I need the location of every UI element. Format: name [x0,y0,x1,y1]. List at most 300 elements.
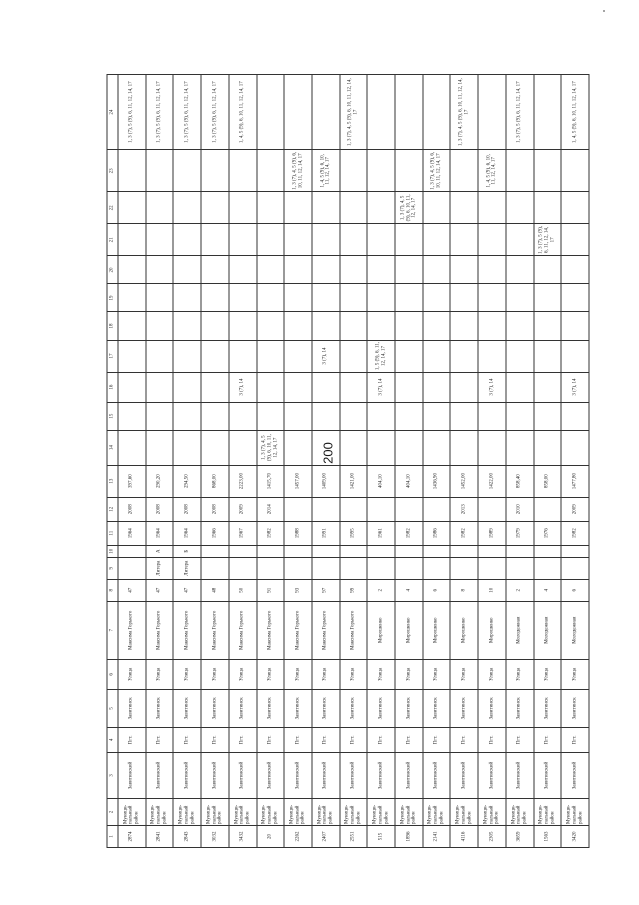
table-cell-col-22 [146,192,174,224]
table-cell-col-16 [340,372,368,402]
table-cell-col-13: 1457,00 [284,465,312,497]
table-cell-col-18 [312,312,340,340]
table-cell-col-14 [173,430,201,465]
table-cell-col-2: Муници-пальный район [257,798,285,825]
table-cell-col-23 [146,150,174,192]
table-row [229,75,257,848]
table-cell-col-2: Муници-пальный район [284,798,312,825]
table-cell-col-6: Улица [312,659,340,689]
table-cell-col-8: 6 [423,579,451,601]
table-cell-col-23 [257,150,285,192]
table-cell-col-7: Мирошенко [450,601,478,659]
table-cell-col-21 [450,224,478,256]
table-cell-col-8: 93 [284,579,312,601]
table-cell-col-2: Муници-пальный район [367,798,395,825]
table-cell-col-7: Максима Горького [312,601,340,659]
table-cell-col-2: Муници-пальный район [478,798,506,825]
table-cell-col-18 [367,312,395,340]
table-cell-col-23: 1, 4, 5 (9), 6, 10, 11, 12, 14, 17 [312,150,340,192]
table-cell-col-9: Литера [173,557,201,579]
table-cell-col-24: 1, 3 (7), 4, 5 (9), 6, 10, 11, 12, 14, 17 [450,75,478,150]
table-cell-col-11: 1982 [257,521,285,545]
table-cell-col-8: 47 [146,579,174,601]
column-number-6: 6 [107,659,118,689]
table-cell-col-12: 2009 [229,497,257,521]
table-cell-col-7: Мирошенко [423,601,451,659]
table-cell-col-21 [561,224,589,256]
column-number-1: 1 [107,825,118,847]
table-cell-col-23 [506,150,534,192]
table-cell-col-13: 1415,70 [257,465,285,497]
table-cell-col-2: Муници-пальный район [201,798,229,825]
table-cell-col-21 [506,224,534,256]
table-cell-col-8: 99 [340,579,368,601]
table-cell-col-12: 2008 [118,497,146,521]
table-cell-col-1: 20 [257,825,285,847]
table-cell-col-3: Завитинский [395,752,423,798]
table-cell-col-18 [173,312,201,340]
table-cell-col-10 [201,545,229,557]
table-cell-col-11: 1966 [201,521,229,545]
table-cell-col-14 [201,430,229,465]
table-cell-col-23 [173,150,201,192]
table-cell-col-16 [534,372,562,402]
table-cell-col-16 [146,372,174,402]
table-cell-col-9 [312,557,340,579]
table-cell-col-15 [118,402,146,430]
table-cell-col-4: Пгт. [229,727,257,752]
table-cell-col-4: Пгт. [201,727,229,752]
table-cell-col-10: Б [173,545,201,557]
table-cell-col-15 [173,402,201,430]
table-cell-col-17 [284,340,312,372]
table-cell-col-14: 1, 3 (7), 4, 5 (9), 6, 10, 11, 12, 14, 17 [257,430,285,465]
table-cell-col-1: 2843 [173,825,201,847]
table-cell-col-14 [450,430,478,465]
table-row [284,75,312,848]
table-cell-col-23 [534,150,562,192]
column-number-18: 18 [107,312,118,340]
table-cell-col-10: А [146,545,174,557]
column-number-13: 13 [107,465,118,497]
table-cell-col-1: 3420 [561,825,589,847]
table-cell-col-9: Литера [146,557,174,579]
table-cell-col-9 [284,557,312,579]
table-cell-col-22 [340,192,368,224]
table-cell-col-16 [423,372,451,402]
table-cell-col-14 [229,430,257,465]
table-cell-col-18 [395,312,423,340]
table-cell-col-20 [506,256,534,284]
table-cell-col-2: Муници-пальный район [146,798,174,825]
table-cell-col-8: 47 [118,579,146,601]
column-number-22: 22 [107,192,118,224]
table-cell-col-9 [257,557,285,579]
table-cell-col-7: Максима Горького [284,601,312,659]
table-cell-col-3: Завитинский [284,752,312,798]
table-row [423,75,451,848]
table-cell-col-4: Пгт. [478,727,506,752]
table-cell-col-9 [423,557,451,579]
table-cell-col-4: Пгт. [284,727,312,752]
table-cell-col-21 [478,224,506,256]
table-cell-col-14 [118,430,146,465]
table-cell-col-2: Муници-пальный район [506,798,534,825]
table-cell-col-5: Завитинск [173,689,201,727]
table-cell-col-3: Завитинский [173,752,201,798]
table-cell-col-18 [478,312,506,340]
column-number-14: 14 [107,430,118,465]
table-cell-col-11: 1982 [395,521,423,545]
table-cell-col-1: 2407 [312,825,340,847]
table-cell-col-19 [201,284,229,312]
table-cell-col-22 [423,192,451,224]
table-cell-col-13: 2223,00 [229,465,257,497]
table-cell-col-9 [506,557,534,579]
table-row [173,75,201,848]
table-cell-col-9 [118,557,146,579]
table-row [506,75,534,848]
column-number-2: 2 [107,798,118,825]
table-cell-col-7: Молодежная [506,601,534,659]
table-cell-col-16: 3 (7), 14 [367,372,395,402]
table-cell-col-2: Муници-пальный район [395,798,423,825]
table-cell-col-16 [506,372,534,402]
table-cell-col-8: 4 [395,579,423,601]
table-cell-col-4: Пгт. [534,727,562,752]
table-cell-col-20 [284,256,312,284]
table-cell-col-16: 3 (7), 14 [478,372,506,402]
table-cell-col-7: Максима Горького [201,601,229,659]
table-cell-col-16 [173,372,201,402]
table-cell-col-22 [367,192,395,224]
table-row [478,75,506,848]
table-cell-col-18 [423,312,451,340]
table-cell-col-13: 397,60 [118,465,146,497]
table-cell-col-9 [367,557,395,579]
table-cell-col-23: 1, 3 (7), 4, 5 (9), 6, 10, 11, 12, 14, 17 [284,150,312,192]
table-cell-col-14 [395,430,423,465]
table-cell-col-19 [395,284,423,312]
table-cell-col-15 [395,402,423,430]
table-cell-col-16 [257,372,285,402]
table-cell-col-5: Завитинск [423,689,451,727]
table-cell-col-20 [229,256,257,284]
table-cell-col-12: 2013 [450,497,478,521]
table-cell-col-8: 10 [478,579,506,601]
table-cell-col-3: Завитинский [506,752,534,798]
table-cell-col-17 [534,340,562,372]
table-cell-col-17 [118,340,146,372]
table-cell-col-17 [340,340,368,372]
table-cell-col-3: Завитинский [340,752,368,798]
table-row [395,75,423,848]
table-cell-col-1: 2874 [118,825,146,847]
column-number-4: 4 [107,727,118,752]
column-number-17: 17 [107,340,118,372]
table-cell-col-17 [146,340,174,372]
table-cell-col-18 [450,312,478,340]
table-cell-col-21 [201,224,229,256]
column-number-12: 12 [107,497,118,521]
table-cell-col-15 [478,402,506,430]
table-cell-col-17 [173,340,201,372]
table-cell-col-14 [561,430,589,465]
table-cell-col-23 [201,150,229,192]
table-cell-col-14 [423,430,451,465]
table-cell-col-18 [340,312,368,340]
table-cell-col-11: 1991 [312,521,340,545]
table-cell-col-2: Муници-пальный район [423,798,451,825]
table-cell-col-19 [146,284,174,312]
table-cell-col-20 [423,256,451,284]
table-cell-col-23 [450,150,478,192]
table-cell-col-13: 858,40 [506,465,534,497]
table-cell-col-12 [423,497,451,521]
table-cell-col-14 [146,430,174,465]
table-cell-col-5: Завитинск [340,689,368,727]
table-cell-col-6: Улица [561,659,589,689]
table-cell-col-13: 1477,80 [561,465,589,497]
table-cell-col-13: 294,50 [173,465,201,497]
rotated-table-wrapper [107,74,590,848]
table-cell-col-23 [367,150,395,192]
table-cell-col-20 [312,256,340,284]
table-cell-col-11: 1979 [506,521,534,545]
table-cell-col-11: 1964 [146,521,174,545]
table-cell-col-18 [534,312,562,340]
table-cell-col-15 [201,402,229,430]
table-cell-col-22 [173,192,201,224]
table-cell-col-24 [284,75,312,150]
table-cell-col-2: Муници-пальный район [312,798,340,825]
table-cell-col-9 [201,557,229,579]
table-cell-col-5: Завитинск [201,689,229,727]
table-cell-col-19 [312,284,340,312]
table-cell-col-18 [257,312,285,340]
table-cell-col-24 [534,75,562,150]
table-cell-col-19 [257,284,285,312]
table-cell-col-22 [534,192,562,224]
table-cell-col-6: Улица [506,659,534,689]
table-cell-col-4: Пгт. [173,727,201,752]
column-number-24: 24 [107,75,118,150]
table-row [450,75,478,848]
table-cell-col-13: 1422,00 [478,465,506,497]
table-cell-col-21 [146,224,174,256]
table-cell-col-23 [229,150,257,192]
table-cell-col-2: Муници-пальный район [173,798,201,825]
table-cell-col-10 [534,545,562,557]
table-cell-col-19 [284,284,312,312]
table-cell-col-8: 6 [561,579,589,601]
table-cell-col-6: Улица [284,659,312,689]
table-cell-col-8: 4 [534,579,562,601]
table-cell-col-4: Пгт. [312,727,340,752]
table-cell-col-21 [229,224,257,256]
table-cell-col-21 [118,224,146,256]
table-cell-col-24 [423,75,451,150]
table-cell-col-20 [478,256,506,284]
table-cell-col-3: Завитинский [201,752,229,798]
table-cell-col-15 [423,402,451,430]
table-cell-col-21: 1, 3 (7), 5 (9), 6, 11, 12, 14, 17 [534,224,562,256]
table-cell-col-5: Завитинск [450,689,478,727]
table-cell-col-7: Мирошенко [367,601,395,659]
table-cell-col-5: Завитинск [561,689,589,727]
table-cell-col-10 [423,545,451,557]
column-number-3: 3 [107,752,118,798]
table-cell-col-21 [173,224,201,256]
table-cell-col-7: Молодежная [534,601,562,659]
table-cell-col-11: 1986 [423,521,451,545]
table-cell-col-20 [395,256,423,284]
table-cell-col-14 [506,430,534,465]
table-cell-col-20 [561,256,589,284]
housing-table [107,74,590,848]
table-cell-col-2: Муници-пальный район [534,798,562,825]
table-cell-col-15 [367,402,395,430]
table-cell-col-8: 97 [312,579,340,601]
table-cell-col-1: 1896 [395,825,423,847]
table-cell-col-2: Муници-пальный район [340,798,368,825]
table-cell-col-10 [229,545,257,557]
header-row [107,75,118,848]
table-cell-col-20 [146,256,174,284]
table-row [340,75,368,848]
table-cell-col-3: Завитинский [257,752,285,798]
table-cell-col-1: 515 [367,825,395,847]
table-cell-col-20 [340,256,368,284]
table-cell-col-12 [478,497,506,521]
table-cell-col-17 [423,340,451,372]
table-cell-col-20 [534,256,562,284]
table-cell-col-7: Максима Горького [173,601,201,659]
table-cell-col-1: 3659 [506,825,534,847]
table-cell-col-14 [284,430,312,465]
table-cell-col-24 [312,75,340,150]
scan-speck [603,10,605,12]
table-cell-col-19 [561,284,589,312]
table-cell-col-17 [478,340,506,372]
table-cell-col-10 [450,545,478,557]
column-number-11: 11 [107,521,118,545]
table-cell-col-4: Пгт. [118,727,146,752]
table-cell-col-24: 1, 3 (7), 5 (9), 6, 11, 12, 14, 17 [118,75,146,150]
table-cell-col-9 [561,557,589,579]
table-cell-col-6: Улица [173,659,201,689]
column-number-19: 19 [107,284,118,312]
table-cell-col-3: Завитинский [478,752,506,798]
table-cell-col-16 [118,372,146,402]
table-cell-col-14 [340,430,368,465]
table-cell-col-12: 2009 [561,497,589,521]
table-cell-col-5: Завитинск [395,689,423,727]
table-cell-col-22 [312,192,340,224]
table-row [561,75,589,848]
table-cell-col-22 [478,192,506,224]
table-cell-col-2: Муници-пальный район [118,798,146,825]
table-cell-col-12: 2008 [146,497,174,521]
table-cell-col-6: Улица [118,659,146,689]
table-cell-col-15 [257,402,285,430]
table-cell-col-22 [450,192,478,224]
table-cell-col-7: Максима Горького [146,601,174,659]
table-cell-col-16 [450,372,478,402]
table-cell-col-13: 404,10 [367,465,395,497]
table-cell-col-5: Завитинск [312,689,340,727]
table-row [534,75,562,848]
table-cell-col-7: Максима Горького [229,601,257,659]
table-cell-col-10 [367,545,395,557]
table-cell-col-22 [118,192,146,224]
column-number-23: 23 [107,150,118,192]
table-cell-col-11: 1982 [450,521,478,545]
table-cell-col-21 [257,224,285,256]
table-cell-col-6: Улица [534,659,562,689]
table-cell-col-5: Завитинск [284,689,312,727]
table-cell-col-19 [229,284,257,312]
table-cell-col-24: 1, 3 (7), 4, 5 (9), 6, 10, 11, 12, 14, 17 [340,75,368,150]
column-number-20: 20 [107,256,118,284]
table-row [312,75,340,848]
table-cell-col-5: Завитинск [146,689,174,727]
table-cell-col-20 [118,256,146,284]
table-cell-col-21 [395,224,423,256]
table-cell-col-21 [340,224,368,256]
table-cell-col-8: 48 [201,579,229,601]
table-cell-col-1: 4116 [450,825,478,847]
table-cell-col-24 [257,75,285,150]
table-cell-col-24: 1, 4, 5 (9), 6, 10, 11, 12, 14, 17 [561,75,589,150]
table-cell-col-1: 2551 [340,825,368,847]
table-cell-col-9 [229,557,257,579]
table-cell-col-15 [450,402,478,430]
table-cell-col-9 [534,557,562,579]
table-cell-col-2: Муници-пальный район [561,798,589,825]
table-cell-col-6: Улица [257,659,285,689]
table-cell-col-19 [367,284,395,312]
table-cell-col-6: Улица [423,659,451,689]
table-cell-col-13: 404,10 [395,465,423,497]
table-cell-col-20 [450,256,478,284]
table-cell-col-12: 2008 [173,497,201,521]
table-cell-col-23 [118,150,146,192]
table-cell-col-22: 1, 3 (7), 4, 5 (9), 6, 10, 11, 12, 14, 17 [395,192,423,224]
table-cell-col-10 [118,545,146,557]
table-cell-col-17 [561,340,589,372]
table-cell-col-6: Улица [146,659,174,689]
table-cell-col-17 [450,340,478,372]
table-cell-col-3: Завитинский [423,752,451,798]
table-cell-col-14 [478,430,506,465]
table-row [367,75,395,848]
table-cell-col-20 [257,256,285,284]
column-number-10: 10 [107,545,118,557]
table-cell-col-24: 1, 3 (7), 5 (9), 6, 11, 12, 14, 17 [146,75,174,150]
table-cell-col-1: 2262 [284,825,312,847]
table-cell-col-11: 1989 [478,521,506,545]
table-cell-col-18 [229,312,257,340]
table-cell-col-11: 1988 [284,521,312,545]
table-cell-col-3: Завитинский [367,752,395,798]
table-cell-col-16 [312,372,340,402]
table-cell-col-12: 2014 [257,497,285,521]
table-cell-col-16: 3 (7), 14 [561,372,589,402]
table-cell-col-8: 2 [506,579,534,601]
page-number: 200 [320,442,336,464]
table-cell-col-23 [395,150,423,192]
